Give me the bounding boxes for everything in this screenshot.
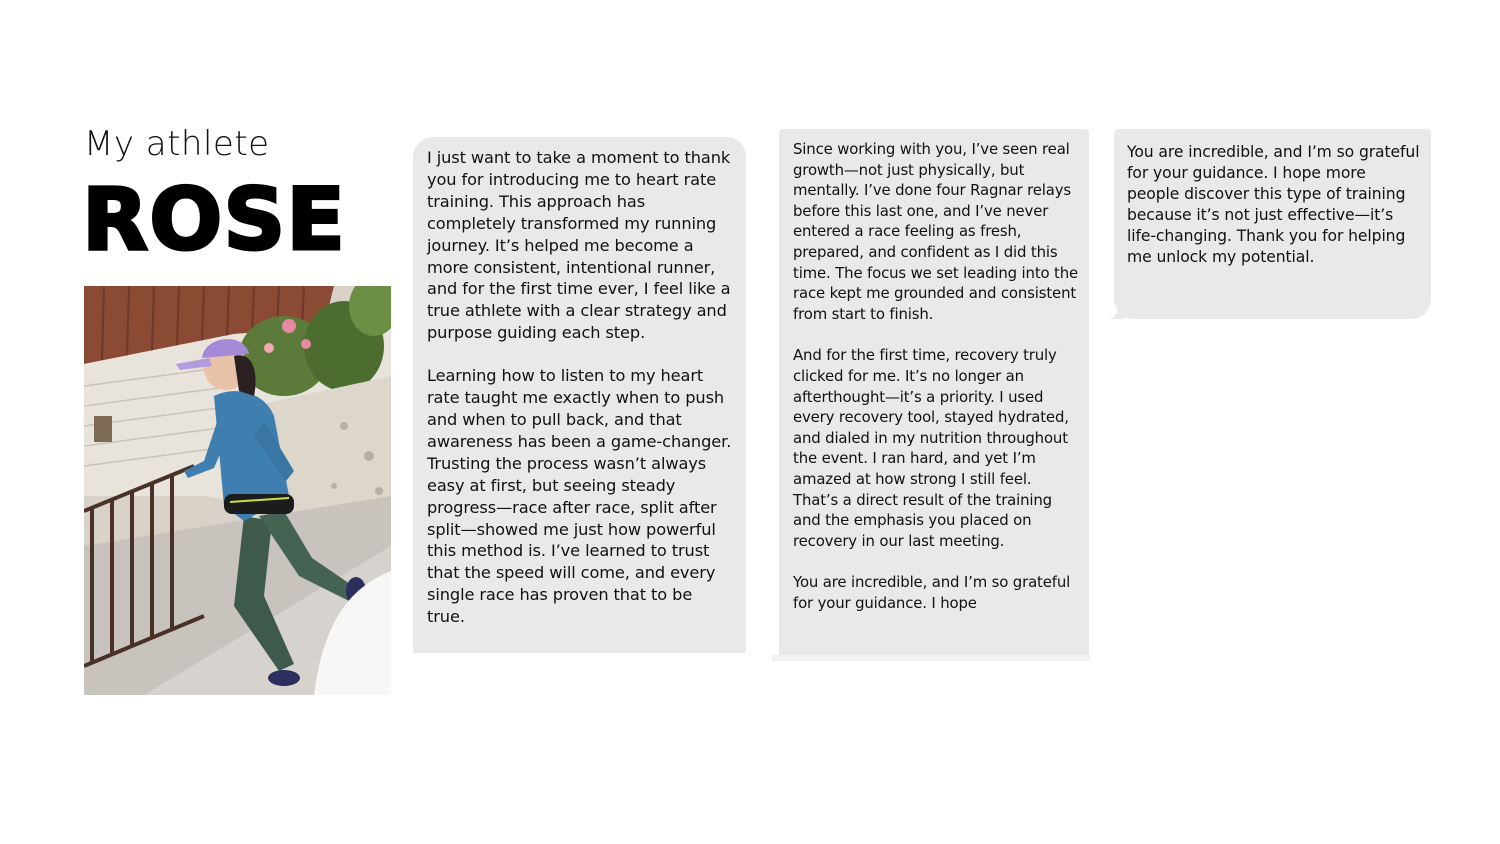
message-paragraph: Learning how to listen to my heart rate taught me exactly when to push and when to pull back, and that awareness has been a game-changer. Trusting the process wasn’t always easy at first, but seeing steady progress—race after race, split after split—showed me just how powerful this method is. I’ve learned to trust that the speed will come, and every single race has proven that to be true.: [427, 366, 732, 627]
message-paragraph: I just want to take a moment to thank you for introducing me to heart rate training. This approach has completely transformed my running journey. It’s helped me become a more consistent, intentional runner, and for the first time ever, I feel like a true athlete with a clear strategy and purpose guiding each step.: [427, 148, 731, 343]
message-paragraph: Since working with you, I’ve seen real growth—not just physically, but mentally. I’ve done four Ragnar relays before this last one, and I’ve never entered a race feeling as fresh, prepared, and confident as I did this time. The focus we set leading into the race kept me grounded and consistent from start to finish.: [793, 140, 1079, 323]
subtitle: My athlete: [84, 124, 270, 164]
message-paragraph: You are incredible, and I’m so grateful for your guidance. I hope more people discover this type of training because it’s not just effective—it’s life-changing. Thank you for helping me unlock my potential.: [1127, 143, 1420, 266]
bubble-cutoff-edge: [772, 655, 1090, 661]
athlete-name: ROSE: [82, 170, 347, 270]
message-paragraph: And for the first time, recovery truly clicked for me. It’s no longer an afterthought—it’s a priority. I used every recovery tool, stayed hydrated, and dialed in my nutrition throughout the event. I ran hard, and yet I’m amazed at how strong I still feel. That’s a direct result of the training and the emphasis you placed on recovery in our last meeting.: [793, 346, 1069, 550]
message-paragraph: You are incredible, and I’m so grateful for your guidance. I hope: [793, 573, 1071, 612]
message-bubble: [779, 129, 1089, 655]
runner-photo: [84, 286, 391, 695]
message-bubble: [1114, 129, 1431, 319]
bubble-tail-icon: [1107, 305, 1125, 320]
message-bubble: [413, 137, 746, 653]
